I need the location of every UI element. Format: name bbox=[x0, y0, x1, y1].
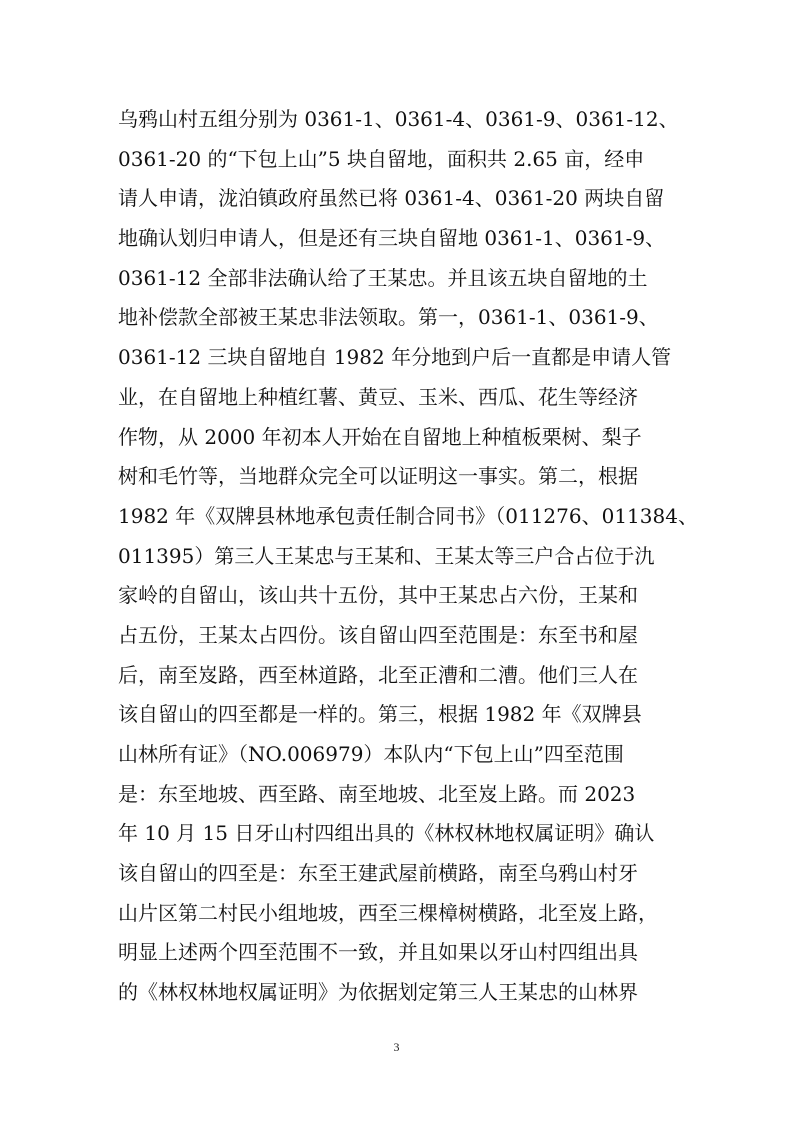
page-number: 3 bbox=[393, 1040, 400, 1054]
text-line: 该自留山的四至是：东至王建武屋前横路，南至乌鸦山村牙 bbox=[118, 861, 638, 886]
text-line: 的《林权林地权属证明》为依据划定第三人王某忠的山林界 bbox=[118, 980, 638, 1005]
text-line: 地补偿款全部被王某忠非法领取。第一，0361-1、0361-9、 bbox=[118, 305, 659, 330]
text-line: 011395）第三人王某忠与王某和、王某太等三户合占位于氿 bbox=[118, 543, 655, 568]
text-line: 后，南至岌路，西至林道路，北至正漕和二漕。他们三人在 bbox=[118, 662, 638, 687]
body-text bbox=[118, 100, 698, 1013]
text-line: 0361-12 三块自留地自 1982 年分地到户后一直都是申请人管 bbox=[118, 345, 672, 370]
text-line: 山林所有证》（NO.006979）本队内“下包上山”四至范围 bbox=[118, 742, 624, 766]
text-line: 1982 年《双牌县林地承包责任制合同书》（011276、011384、 bbox=[118, 503, 698, 528]
text-line: 业，在自留地上种植红薯、黄豆、玉米、西瓜、花生等经济 bbox=[118, 384, 638, 409]
text-line: 年 10 月 15 日牙山村四组出具的《林权林地权属证明》确认 bbox=[118, 821, 655, 846]
text-line: 作物，从 2000 年初本人开始在自留地上种植板栗树、梨子 bbox=[118, 424, 642, 449]
text-line: 占五份，王某太占四份。该自留山四至范围是：东至书和屋 bbox=[118, 622, 638, 647]
text-line: 明显上述两个四至范围不一致，并且如果以牙山村四组出具 bbox=[118, 940, 638, 965]
text-line: 0361-12 全部非法确认给了王某忠。并且该五块自留地的土 bbox=[118, 265, 648, 290]
text-line: 该自留山的四至都是一样的。第三，根据 1982 年《双牌县 bbox=[118, 702, 642, 727]
text-line: 地确认划归申请人，但是还有三块自留地 0361-1、0361-9、 bbox=[118, 226, 666, 251]
text-line: 家岭的自留山，该山共十五份，其中王某忠占六份，王某和 bbox=[118, 583, 638, 608]
text-line: 0361-20 的“下包上山”5 块自留地，面积共 2.65 亩，经申 bbox=[118, 146, 645, 171]
text-line: 请人申请，泷泊镇政府虽然已将 0361-4、0361-20 两块自留 bbox=[118, 186, 665, 211]
text-line: 山片区第二村民小组地坡，西至三棵樟树横路，北至岌上路， bbox=[118, 900, 658, 925]
text-line: 乌鸦山村五组分别为 0361-1、0361-4、0361-9、0361-12、 bbox=[118, 107, 679, 131]
text-line: 是：东至地坡、西至路、南至地坡、北至岌上路。而 2023 bbox=[118, 781, 636, 806]
text-line: 树和毛竹等，当地群众完全可以证明这一事实。第二，根据 bbox=[118, 464, 638, 489]
